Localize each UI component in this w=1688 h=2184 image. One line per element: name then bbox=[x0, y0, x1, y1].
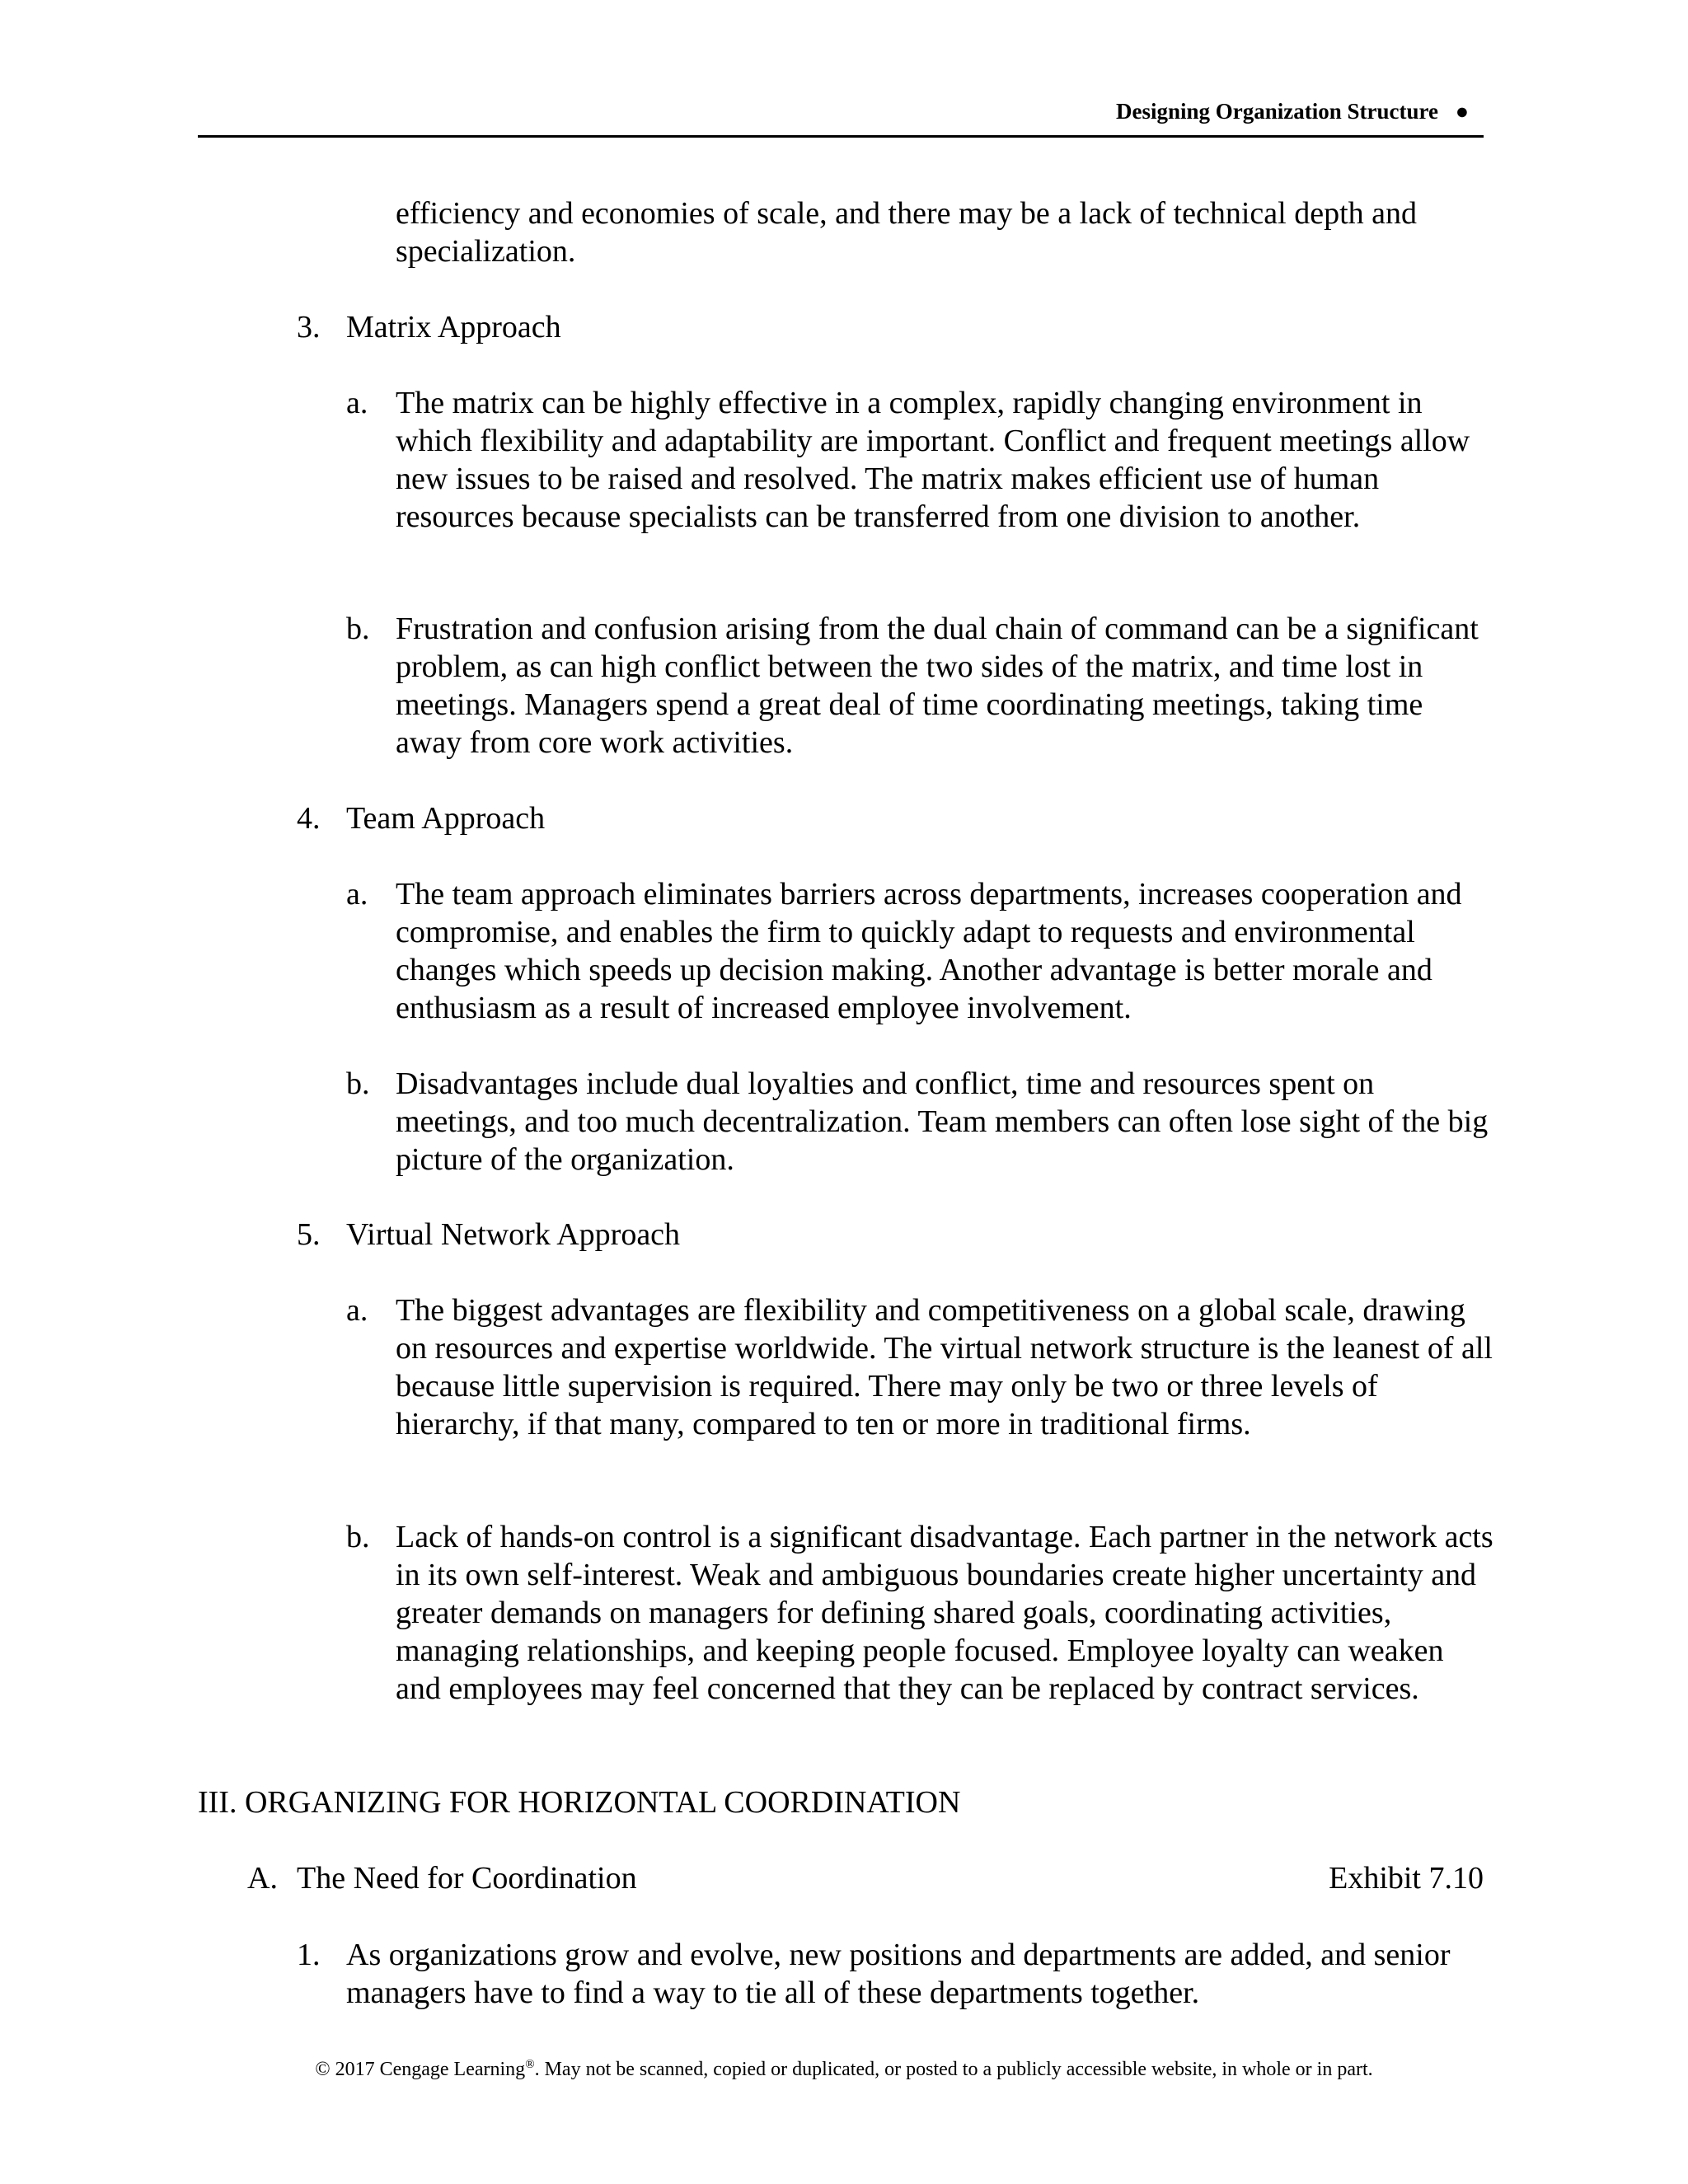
section-4-number: 4. bbox=[297, 801, 321, 836]
section-4-title: Team Approach bbox=[346, 801, 546, 836]
section-5-item-b-text: Lack of hands-on control is a significant disadvantage. Each partner in the network acts in its own self-interest. Weak and ambiguous boundaries create higher uncertainty and greater demands on managers for defining shared goals, coordinating activities, managing relationships, and keeping people focused. Employee loyalty can weaken and employees may feel concerned that they can be replaced by contract services. bbox=[396, 1520, 1493, 1706]
section-4-item-b-marker: b. bbox=[346, 1066, 370, 1101]
section-3-number: 3. bbox=[297, 310, 321, 344]
section-3-title: Matrix Approach bbox=[346, 310, 561, 344]
exhibit-reference: Exhibit 7.10 bbox=[1329, 1861, 1484, 1896]
part-3-item-1-text: As organizations grow and evolve, new positions and departments are added, and senior managers have to find a way to tie all of these departments together. bbox=[346, 1938, 1451, 2010]
subheading-a-title: The Need for Coordination bbox=[297, 1861, 637, 1896]
part-3-heading: III. ORGANIZING FOR HORIZONTAL COORDINATION bbox=[198, 1785, 961, 1820]
section-4-item-b-text: Disadvantages include dual loyalties and conflict, time and resources spent on meetings, and too much decentralization. Team members can often lose sight of the big picture of the organization. bbox=[396, 1066, 1489, 1177]
section-5-item-a-marker: a. bbox=[346, 1293, 368, 1328]
registered-mark: ® bbox=[525, 2058, 535, 2071]
subheading-a-marker: A. bbox=[247, 1861, 278, 1896]
section-3-item-a-marker: a. bbox=[346, 386, 368, 420]
footer-suffix: . May not be scanned, copied or duplicated, or posted to a publicly accessible website, in whole or in part. bbox=[534, 2059, 1373, 2080]
section-3-item-b-marker: b. bbox=[346, 612, 370, 646]
section-3-item-a-text: The matrix can be highly effective in a complex, rapidly changing environment in which flexibility and adaptability are important. Conflict and frequent meetings allow new issues to be raised and resolved. The matrix makes efficient use of human resources because specialists can be transferred from one division to another. bbox=[396, 386, 1470, 534]
part-3-item-1-number: 1. bbox=[297, 1938, 321, 1972]
running-title: Designing Organization Structure bbox=[1116, 99, 1438, 124]
section-4-item-a-text: The team approach eliminates barriers across departments, increases cooperation and compromise, and enables the firm to quickly adapt to requests and environmental changes which speeds up decision making. Another advantage is better morale and enthusiasm as a result of increased employee involvement. bbox=[396, 877, 1462, 1025]
section-5-title: Virtual Network Approach bbox=[346, 1217, 681, 1252]
footer-prefix: © 2017 Cengage Learning bbox=[315, 2059, 526, 2080]
section-5-item-a-text: The biggest advantages are flexibility and competitiveness on a global scale, drawing on resources and expertise worldwide. The virtual network structure is the leanest of all because little supervision is required. There may only be two or three levels of hierarchy, if that many, compared to ten or more in traditional firms. bbox=[396, 1293, 1493, 1441]
section-4-item-a-marker: a. bbox=[346, 877, 368, 912]
section-5-item-b-marker: b. bbox=[346, 1520, 370, 1554]
section-5-number: 5. bbox=[297, 1217, 321, 1252]
copyright-footer bbox=[0, 2052, 1688, 2082]
page-header bbox=[198, 97, 1484, 138]
continuation-paragraph: efficiency and economies of scale, and there may be a lack of technical depth and specialization. bbox=[396, 196, 1418, 269]
section-3-item-b-text: Frustration and confusion arising from the dual chain of command can be a significant problem, as can high conflict between the two sides of the matrix, and time lost in meetings. Managers spend a great deal of time coordinating meetings, taking time away from core work activities. bbox=[396, 612, 1479, 760]
header-bullet-icon: ● bbox=[1455, 99, 1469, 124]
